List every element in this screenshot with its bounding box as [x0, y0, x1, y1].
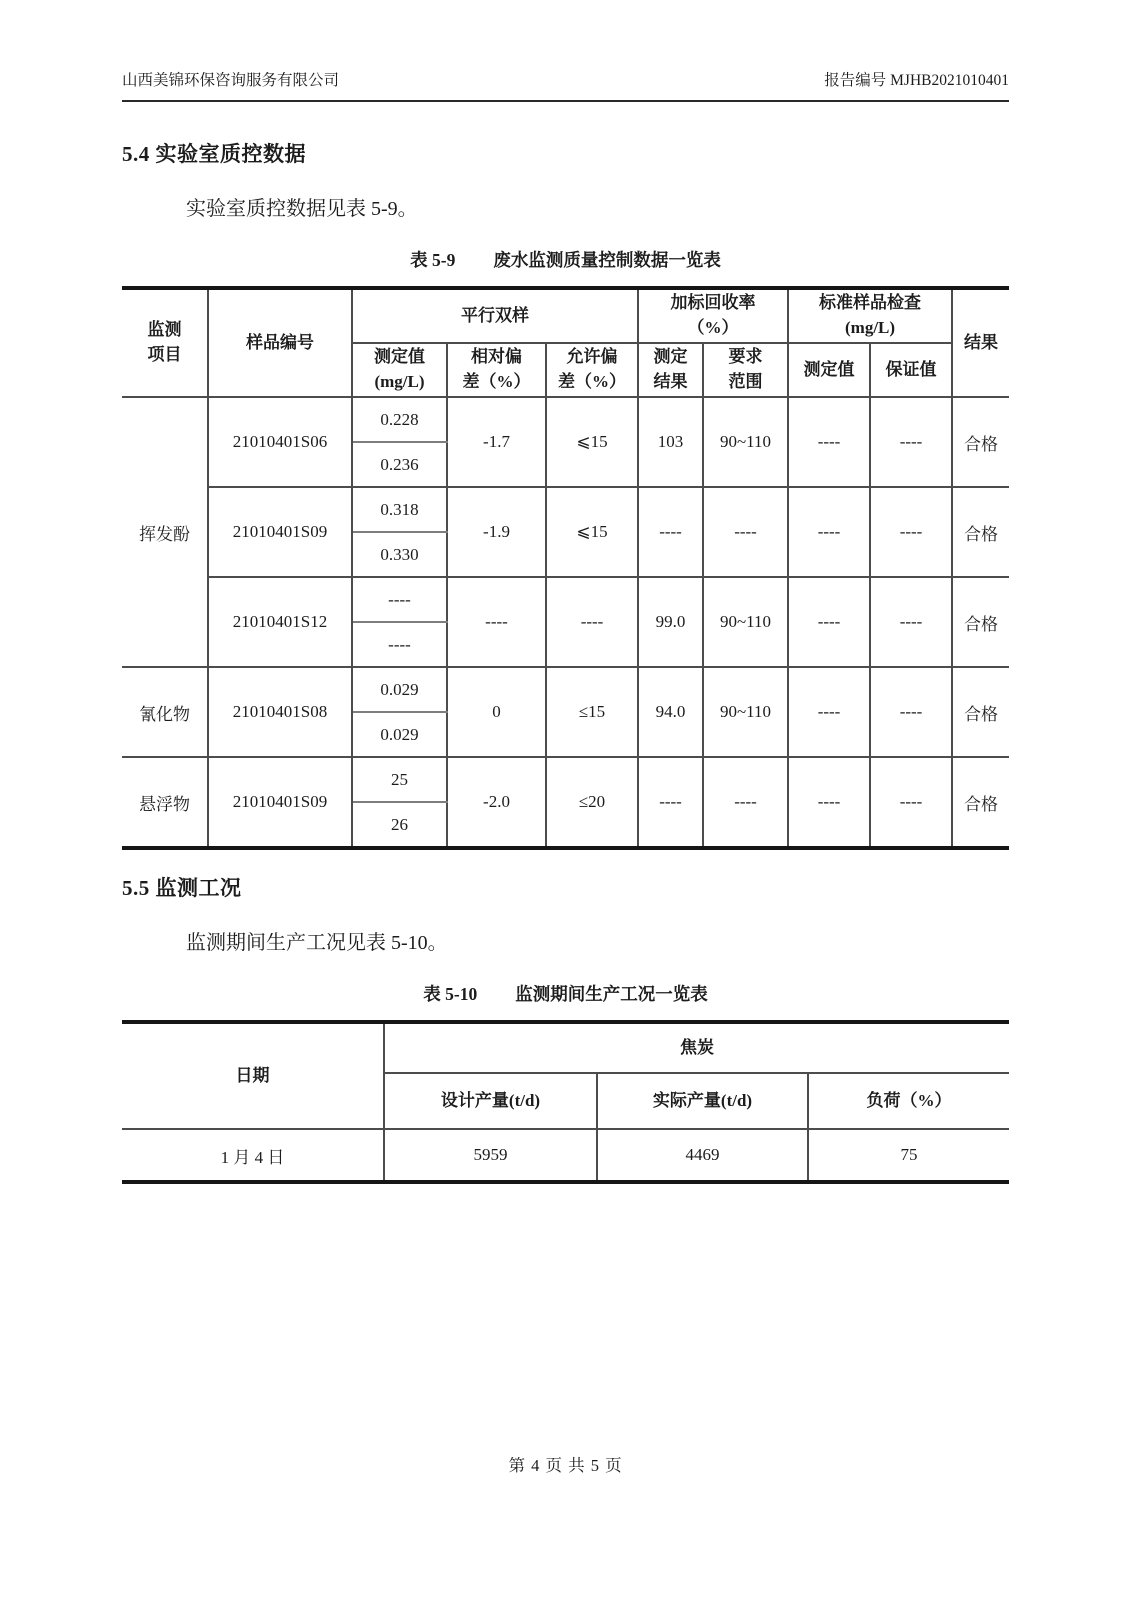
table-5-10-caption-label: 表 5-10 [423, 984, 478, 1004]
cell-std-measured: ---- [788, 667, 870, 757]
section-heading-5-4: 5.4 实验室质控数据 [122, 142, 306, 166]
cell-std-certified: ---- [870, 397, 952, 487]
cell-sample-id: 21010401S09 [208, 487, 352, 577]
header-std-measured: 测定值 [788, 343, 870, 397]
cell-measured-value-2: 26 [352, 802, 447, 848]
cell-measured-value-1: 0.318 [352, 487, 447, 532]
cell-required-range: 90~110 [703, 577, 788, 667]
cell-sample-id: 21010401S06 [208, 397, 352, 487]
cell-std-certified: ---- [870, 577, 952, 667]
table-5-9-caption [122, 247, 1009, 272]
cell-required-range: ---- [703, 487, 788, 577]
intro-paragraph-5-4: 实验室质控数据见表 5-9。 [186, 198, 418, 220]
header-load: 负荷（%） [808, 1073, 1009, 1129]
production-table [122, 1020, 1009, 1184]
cell-recovery-result: 103 [638, 397, 703, 487]
page-footer: 第 4 页 共 5 页 [508, 1456, 623, 1475]
cell-required-range: ---- [703, 757, 788, 848]
cell-recovery-result: ---- [638, 757, 703, 848]
header-required-range: 要求 范围 [703, 343, 788, 397]
company-name: 山西美锦环保咨询服务有限公司 [122, 72, 340, 89]
running-header [122, 70, 1009, 102]
header-coke: 焦炭 [384, 1022, 1009, 1073]
cell-relative-deviation: -2.0 [447, 757, 546, 848]
cell-result: 合格 [952, 757, 1009, 848]
cell-monitor-item: 悬浮物 [122, 757, 208, 848]
cell-recovery-result: 99.0 [638, 577, 703, 667]
cell-std-measured: ---- [788, 487, 870, 577]
header-actual-output: 实际产量(t/d) [597, 1073, 808, 1129]
cell-measured-value-2: 0.236 [352, 442, 447, 487]
cell-measured-value-2: 0.330 [352, 532, 447, 577]
table-5-10-caption-title: 监测期间生产工况一览表 [515, 984, 708, 1004]
header-design-output: 设计产量(t/d) [384, 1073, 597, 1129]
cell-result: 合格 [952, 397, 1009, 487]
cell-actual-output: 4469 [597, 1129, 808, 1182]
header-measured-value: 测定值 (mg/L) [352, 343, 447, 397]
cell-allowed-deviation: ≤20 [546, 757, 638, 848]
cell-relative-deviation: -1.7 [447, 397, 546, 487]
cell-measured-value-1: 0.029 [352, 667, 447, 712]
cell-required-range: 90~110 [703, 667, 788, 757]
cell-std-certified: ---- [870, 757, 952, 848]
table-5-9-caption-label: 表 5-9 [410, 250, 456, 270]
cell-relative-deviation: 0 [447, 667, 546, 757]
cell-sample-id: 21010401S08 [208, 667, 352, 757]
cell-measured-value-2: ---- [352, 622, 447, 667]
header-spike-recovery: 加标回收率 （%） [638, 288, 788, 343]
cell-result: 合格 [952, 487, 1009, 577]
cell-measured-value-1: ---- [352, 577, 447, 622]
intro-paragraph-5-5: 监测期间生产工况见表 5-10。 [186, 932, 448, 954]
table-5-9-caption-title: 废水监测质量控制数据一览表 [493, 250, 721, 270]
table-header-row-1 [122, 288, 1009, 343]
cell-measured-value-2: 0.029 [352, 712, 447, 757]
cell-allowed-deviation: ⩽15 [546, 487, 638, 577]
header-monitor-item: 监测 项目 [122, 288, 208, 397]
cell-result: 合格 [952, 667, 1009, 757]
cell-monitor-item: 挥发酚 [122, 397, 208, 667]
qc-data-table [122, 286, 1009, 850]
cell-relative-deviation: ---- [447, 577, 546, 667]
table-row [122, 1129, 1009, 1182]
cell-measured-value-1: 0.228 [352, 397, 447, 442]
cell-allowed-deviation: ≤15 [546, 667, 638, 757]
cell-recovery-result: ---- [638, 487, 703, 577]
cell-std-certified: ---- [870, 487, 952, 577]
cell-allowed-deviation: ⩽15 [546, 397, 638, 487]
header-std-certified: 保证值 [870, 343, 952, 397]
table-row [122, 577, 1009, 622]
table-row [122, 667, 1009, 712]
header-recovery-result: 测定 结果 [638, 343, 703, 397]
cell-date: 1 月 4 日 [122, 1129, 384, 1182]
cell-sample-id: 21010401S12 [208, 577, 352, 667]
cell-std-measured: ---- [788, 757, 870, 848]
cell-result: 合格 [952, 577, 1009, 667]
header-sample-id: 样品编号 [208, 288, 352, 397]
table-row [122, 487, 1009, 532]
table-row [122, 397, 1009, 442]
section-heading-5-5: 5.5 监测工况 [122, 876, 242, 900]
cell-allowed-deviation: ---- [546, 577, 638, 667]
report-number: 报告编号 MJHB2021010401 [824, 72, 1009, 89]
cell-monitor-item: 氰化物 [122, 667, 208, 757]
cell-design-output: 5959 [384, 1129, 597, 1182]
cell-recovery-result: 94.0 [638, 667, 703, 757]
cell-sample-id: 21010401S09 [208, 757, 352, 848]
cell-relative-deviation: -1.9 [447, 487, 546, 577]
table-header-row-1 [122, 1022, 1009, 1073]
cell-required-range: 90~110 [703, 397, 788, 487]
cell-std-measured: ---- [788, 397, 870, 487]
table-5-10-caption [122, 981, 1009, 1006]
header-relative-deviation: 相对偏 差（%） [447, 343, 546, 397]
cell-std-certified: ---- [870, 667, 952, 757]
header-standard-check: 标准样品检查 (mg/L) [788, 288, 952, 343]
cell-load: 75 [808, 1129, 1009, 1182]
header-result: 结果 [952, 288, 1009, 397]
table-row [122, 757, 1009, 802]
cell-std-measured: ---- [788, 577, 870, 667]
header-parallel-samples: 平行双样 [352, 288, 638, 343]
cell-measured-value-1: 25 [352, 757, 447, 802]
header-allowed-deviation: 允许偏 差（%） [546, 343, 638, 397]
header-date: 日期 [122, 1022, 384, 1129]
